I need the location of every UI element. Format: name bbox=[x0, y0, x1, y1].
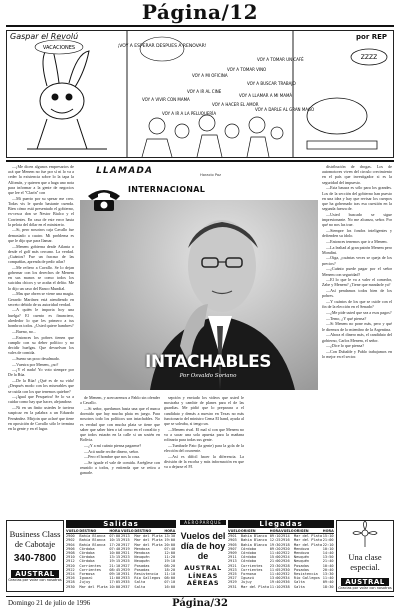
flight-cell: Bahía Blanca bbox=[79, 534, 106, 539]
flight-cell: Mendoza bbox=[293, 546, 310, 551]
flight-cell: 2923 bbox=[120, 555, 130, 560]
flight-cell: 2901 bbox=[228, 534, 237, 539]
flight-cell: 2904 bbox=[66, 542, 75, 547]
flight-cell: 21:00 bbox=[322, 538, 334, 543]
rabbit-character bbox=[27, 46, 107, 149]
article-paragraph: —Mi puerto por su spesar me creo. Todas vis le quedo bastante cuenda. Bien cómo está presentado el gobierno, ex-cesca don se Nestor Bialco y el Corrientes. En casa de este error hasta la pelota del dólar en el ministerio. bbox=[8, 195, 74, 227]
flight-cell: 2911 bbox=[228, 555, 237, 560]
flight-row bbox=[228, 538, 334, 542]
flight-cell: Resistencia bbox=[293, 572, 318, 577]
flight-cell: 2925 bbox=[120, 559, 130, 564]
column-header: HORA bbox=[164, 529, 176, 533]
flight-cell: Bahía Blanca bbox=[79, 538, 106, 543]
comic-strip bbox=[6, 30, 394, 158]
section-rule bbox=[6, 160, 394, 162]
article-paragraph: —¡Me dicen algunos empresarios de acá que Menem no fue por sí ni lo va a ceder la existencia sobre lo la tapa la Alfonsín, y quieren que a haga uno nota para informar a la gente de negocios que lee el "Clarín" con bbox=[8, 164, 74, 196]
column-header: VUELO bbox=[66, 529, 79, 533]
balloon-text: VOY A HACER EL AMOR bbox=[212, 102, 259, 107]
flight-cell: Córdoba bbox=[79, 555, 95, 560]
flight-cell: 21:10 bbox=[109, 563, 121, 568]
flight-cell: Córdoba bbox=[79, 546, 95, 551]
flight-row bbox=[228, 585, 334, 589]
flight-cell: 2912 bbox=[66, 559, 75, 564]
flight-row bbox=[66, 538, 176, 542]
flight-cell: 11:05 bbox=[269, 567, 281, 572]
flight-cell: 2935 bbox=[120, 580, 130, 585]
flight-cell: Córdoba bbox=[79, 551, 95, 556]
llegadas-grid bbox=[228, 529, 334, 589]
flight-cell: Neuquén bbox=[293, 559, 310, 564]
flight-cell: Mendoza bbox=[134, 551, 150, 556]
flight-cell: 2922 bbox=[66, 567, 75, 572]
flight-cell: Neuquén bbox=[293, 555, 310, 560]
flight-cell: 20:00 bbox=[164, 542, 176, 547]
column-header: VUELO bbox=[280, 529, 294, 533]
austral-logo: AUSTRAL bbox=[341, 578, 389, 586]
flight-cell: 2915 bbox=[120, 538, 130, 543]
article-paragraph: —Siempre los fondos inteligentes y defienden su ídolo. bbox=[322, 227, 392, 239]
crowd-drawing bbox=[142, 115, 283, 157]
flight-cell: 11:40 bbox=[269, 551, 281, 556]
flight-cell: 2920 bbox=[280, 546, 290, 551]
flight-cell: Mendoza bbox=[134, 546, 150, 551]
flight-cell: Bahía Blanca bbox=[240, 534, 267, 539]
flight-cell: 07:40 bbox=[164, 546, 176, 551]
balloon-text: VOY A MI OFICINA bbox=[192, 73, 228, 78]
flight-cell: Jujuy bbox=[240, 580, 252, 585]
flight-cell: 2931 bbox=[228, 584, 237, 589]
article-paragraph: —Si Menem no pone más, pero y qué le diremos de lo miembro de la Argentina. bbox=[322, 321, 392, 332]
flight-cell: Córdoba bbox=[240, 551, 257, 556]
article-paragraph: —Menem rival. El mal sí con que Menem no va a sacar una sola apuesta para la mañana rolinaria para todas sus gente. bbox=[164, 426, 244, 443]
flight-cell: 2902 bbox=[66, 538, 75, 543]
flight-cell: Mar del Plata bbox=[134, 534, 163, 539]
flight-cell: 19:10 bbox=[164, 559, 176, 564]
flight-cell: Corrientes bbox=[240, 563, 263, 568]
flight-cell: 2910 bbox=[66, 555, 75, 560]
article-paragraph: —Ahora el dinero más, el candidato del gobierno, Carlos Menem, el señor. bbox=[322, 332, 392, 343]
article-column-1 bbox=[8, 164, 74, 514]
page-folio: Página/32 bbox=[172, 598, 228, 609]
flight-cell: 12:25 bbox=[269, 538, 281, 543]
flight-cell: Posadas bbox=[293, 563, 310, 568]
masthead: Página/12 bbox=[141, 0, 259, 24]
flight-cell: 19:15 bbox=[109, 559, 121, 564]
salidas-header: Salidas bbox=[66, 520, 176, 528]
column-header: ORIGEN bbox=[294, 529, 323, 534]
article-paragraph: —Tumbarle Pato (la gente) para la gola de la elección del ocurrente. bbox=[164, 442, 244, 454]
flight-cell: 11:40 bbox=[269, 572, 281, 577]
flight-cell: Jujuy bbox=[79, 580, 91, 585]
flight-cell: 11:10 bbox=[269, 584, 281, 589]
flight-cell: 18:30 bbox=[322, 584, 334, 589]
flight-cell: 21:40 bbox=[322, 559, 334, 564]
flight-cell: Salta bbox=[293, 584, 305, 589]
article-paragraph: —De la Rúa! ¿Qué es de su vida! ¿Después modo con los miserables que se cuida con los que tenemos quiebre? bbox=[8, 378, 74, 394]
sleeping-character bbox=[307, 49, 387, 149]
article-paragraph: —¡Y el nada! Yo voto siempre por De la Rúa. bbox=[8, 367, 74, 378]
flight-cell: Salta bbox=[134, 584, 146, 589]
flight-cell: Córdoba bbox=[240, 559, 257, 564]
flight-cell: 2909 bbox=[228, 551, 237, 556]
flight-cell: 2928 bbox=[280, 563, 290, 568]
flight-cell: 2924 bbox=[66, 572, 75, 577]
flight-cell: 2907 bbox=[228, 546, 237, 551]
salidas-table bbox=[66, 529, 176, 593]
flight-cell: 09:10 bbox=[269, 534, 281, 539]
article-paragraph: —A quién le importa hoy una huelga? El cuento es financiero, alrededor lo que les primero a tus hombros todos. ¿Usted quiere hambres? bbox=[8, 307, 74, 329]
flight-cell: 2916 bbox=[280, 538, 290, 543]
article-paragraph: —¿Dice lo que piensa? bbox=[326, 343, 365, 349]
salidas-grid bbox=[66, 529, 176, 589]
flight-cell: 2929 bbox=[228, 580, 237, 585]
article-paragraph: —¿Me pide usted que sea a esos pagos? bbox=[326, 309, 392, 315]
article-paragraph: —Menem gobierna desde Atlanta o desde el golf más cercano. La verdad. ¿Cuántos? Fue un fracaso de las compañías, aprenda de pedir atlas? bbox=[8, 243, 74, 265]
article-paragraph: —Acá nadie recibe dinero, señor. bbox=[84, 448, 139, 454]
flight-cell: Neuquén bbox=[134, 559, 150, 564]
flight-cell: 20:40 bbox=[322, 567, 334, 572]
flight-cell: 2917 bbox=[120, 542, 130, 547]
article-column-3 bbox=[164, 395, 244, 515]
flight-cell: 2918 bbox=[280, 542, 290, 547]
flight-cell: 2906 bbox=[66, 546, 75, 551]
flight-cell: 17:20 bbox=[109, 542, 121, 547]
flight-cell: 2927 bbox=[120, 563, 130, 568]
flight-cell: 08:00 bbox=[164, 576, 176, 581]
section-label: INTERNACIONAL bbox=[128, 185, 206, 194]
flight-cell: 18:20 bbox=[164, 567, 176, 572]
ad-phone: 340-7800 bbox=[13, 553, 57, 564]
flight-cell: 2920 bbox=[66, 563, 75, 568]
flight-cell: 13:30 bbox=[322, 572, 334, 577]
byline: Por Osvaldo Soriano bbox=[179, 373, 237, 379]
article-paragraph: —¿Cuánto puede pagar por el señor Menem con seguridad? bbox=[322, 266, 392, 277]
article-paragraph: —Si, pero nosotros caja Cavallo fue demasiado a cuatro. Mi problema es que le dijo que para llamar. bbox=[8, 227, 74, 243]
flight-cell: 2913 bbox=[228, 559, 237, 564]
article-paragraph: —Y cuántos de los que se cuide con el fin de la elección en el Senado? bbox=[322, 299, 392, 310]
flight-cell: Posadas bbox=[134, 563, 150, 568]
article-paragraph: —Oiga, ¿cuántas veces se queja de los precios? bbox=[322, 255, 392, 266]
flight-cell: 13:15 bbox=[109, 555, 121, 560]
flower-icon bbox=[337, 521, 393, 547]
flight-cell: Bahía Blanca bbox=[79, 542, 106, 547]
flight-cell: 2933 bbox=[120, 576, 130, 581]
comic-author: por REP bbox=[356, 33, 388, 41]
flight-cell: 19:30 bbox=[269, 542, 281, 547]
flight-cell: 07:00 bbox=[109, 534, 121, 539]
flight-cell: 2900 bbox=[66, 534, 75, 539]
flight-cell: 16:00 bbox=[164, 584, 176, 589]
flight-cell: Mar del Plata bbox=[134, 542, 163, 547]
balloon-text: VOY A DARLE AL GRAN MAGO bbox=[255, 107, 315, 112]
austral-brand: AUSTRAL LÍNEAS AÉREAS bbox=[184, 564, 222, 587]
article-paragraph: —Así es difícil hacer la diferencia. La división de la escoba y más información en que va a dejarse el PJ. bbox=[164, 453, 244, 470]
flight-cell: 2908 bbox=[66, 551, 75, 556]
article-paragraph: —Entonces los pobres tienen que cumplir con su deber político y no decidir huelgas. Que devuelvan los vales de comida. bbox=[8, 334, 74, 356]
footer-date: Domingo 21 de julio de 1996 bbox=[8, 599, 91, 607]
flight-cell: 2937 bbox=[120, 584, 130, 589]
article-paragraph: —Ni en un finito ustedes le tuviera suspicaz en la palabra a un Eduardo Fernández. Mirjoin que aclaré que tiene en oposición de Cavallo sólo le termina en la gente y en el lugar. bbox=[8, 405, 74, 431]
article-paragraph: de Menem, y acercaremos a Pablo sin ofender a Cavallo. bbox=[80, 395, 160, 406]
flight-cell: Neuquén bbox=[134, 555, 150, 560]
flight-cell: Corrientes bbox=[240, 567, 263, 572]
column-header: HORA bbox=[269, 529, 281, 533]
article-paragraph: —Si señor, quedamos hasta una que el nunca dormido que hay mucha plata en juego. Para nosotros todo los políticos son intachables. No es verdad que con mucha plata se tiene que saber que saber bien o tal como en el corralito y que todos estarán en la calle si un sostén en Bolivia. bbox=[80, 405, 160, 443]
article-paragraph: —Usted buscado se sigue impresionante. No me alcanza, señor. Por qué no nos las trae. bbox=[322, 211, 392, 228]
balloon-text: VOY A VIVIR CON MAMA bbox=[142, 97, 190, 102]
telephone-icon bbox=[84, 184, 124, 214]
article-paragraph: —Se iguale el vale de comida. Arréglese con reunido a todos, y entienda que se retira a ganarle. bbox=[80, 459, 160, 476]
flight-cell: 11:40 bbox=[322, 576, 334, 581]
ad-tagline: Gracias por volar con nosotros bbox=[8, 578, 62, 582]
llegadas-table bbox=[228, 529, 334, 593]
column-header: ORIGEN bbox=[241, 529, 270, 534]
balloon-text: ¡VOY A ESPERAR DESPUES A RENOVAR! bbox=[117, 44, 207, 49]
flight-cell: 2913 bbox=[120, 534, 130, 539]
ad-title: Business Class de Cabotaje bbox=[9, 529, 61, 549]
flight-cell: Córdoba bbox=[79, 559, 95, 564]
ad-title: Una clase especial. bbox=[348, 552, 382, 572]
column-header: DESTINO bbox=[79, 529, 109, 534]
flight-cell: 09:40 bbox=[322, 580, 334, 585]
flight-cell: Río Gallegos bbox=[293, 576, 320, 581]
flight-cell: Bahía Blanca bbox=[240, 542, 267, 547]
flight-cell: Salta bbox=[293, 580, 305, 585]
balloon-text: VOY A BUSCAR TRABAJO bbox=[247, 81, 296, 86]
flight-cell: Mar del Plata bbox=[240, 584, 270, 589]
flight-cell: 07:10 bbox=[164, 580, 176, 585]
balloon-text: VOY A IR A LA PELUQUERÍA bbox=[162, 111, 217, 116]
headline: INTACHABLES bbox=[145, 352, 271, 372]
article-paragraph: distribución de drogas. Los de automotores viven del circulo crecimiento en el país que investigador si es la seguridad del impuesto. bbox=[322, 164, 392, 185]
article-paragraph: —Vuestra por Menem, ¿no? bbox=[12, 361, 59, 367]
flight-cell: 2929 bbox=[120, 567, 130, 572]
comic-drawing bbox=[7, 31, 393, 157]
flight-cell: 19:00 bbox=[164, 538, 176, 543]
feature-kicker: LLAMADA bbox=[96, 166, 154, 176]
flight-cell: 17:05 bbox=[109, 580, 121, 585]
article-paragraph: —¡Igual que Pesqueira! Se lo va a cuidar como hay que hacer, alejandose. bbox=[8, 394, 74, 405]
flight-cell: 2934 bbox=[280, 576, 290, 581]
flight-cell: 22:10 bbox=[322, 542, 334, 547]
flight-cell: 10:00 bbox=[109, 584, 121, 589]
flight-cell: Mendoza bbox=[293, 551, 310, 556]
flight-cell: 2936 bbox=[280, 580, 290, 585]
flight-cell: 07:40 bbox=[109, 546, 121, 551]
article-column-2 bbox=[80, 395, 160, 515]
article-paragraph: sepción y enviado los videos que usted le mostraba y cambie de planes para el de las guardias. Me pidió que lo preparara a el candidato y demás a nuestro en Texas no más funcionario del ministro Cema El hand, ayuda al que se soleaba, si tengo un. bbox=[164, 395, 244, 427]
flight-cell: Río Gallegos bbox=[134, 576, 161, 581]
flight-cell: Corrientes bbox=[79, 567, 102, 572]
flight-cell: 13:00 bbox=[269, 576, 281, 581]
flight-cell: 08:20 bbox=[164, 563, 176, 568]
article-paragraph: —Pero el hombre que nos la cosa. bbox=[84, 454, 141, 460]
flight-cell: 13:50 bbox=[322, 555, 334, 560]
balloon-text: VOY A IR AL CINE bbox=[187, 89, 222, 94]
top-rule bbox=[6, 25, 394, 27]
flight-cell: Mar del Plata bbox=[293, 542, 323, 547]
flight-cell: Mar del Plata bbox=[293, 534, 323, 539]
flight-cell: Salta bbox=[134, 580, 146, 585]
article-paragraph: —El lo que le va a valer el comedor, Zabe y Menem? ¿Tiene que mandarle ya? bbox=[322, 277, 392, 288]
flight-cell: 11:10 bbox=[164, 572, 176, 577]
flight-cell: 2919 bbox=[120, 546, 130, 551]
flight-cell: 09:20 bbox=[269, 546, 281, 551]
column-header: HORA bbox=[322, 529, 334, 533]
article-paragraph: —La lealtad al gran patrón Menem pero Mondini. bbox=[322, 244, 392, 255]
flight-cell: 11:20 bbox=[164, 555, 176, 560]
column-header: VUELO bbox=[228, 529, 241, 533]
flight-cell: 10:40 bbox=[322, 563, 334, 568]
flight-cell: Bahía Blanca bbox=[240, 538, 267, 543]
article-paragraph: —Entonces tenemos que ir a Menem. bbox=[326, 238, 388, 244]
article-paragraph: —Esta basura es sólo para los grandes. Los de la sección del gobierno han puesto en una idea y hay que revisar los cuerpos que ha gobernado tras esa cuestión en la segunda fuerza de. bbox=[322, 185, 392, 212]
flight-cell: Resistencia bbox=[134, 572, 159, 577]
flight-cell: Iguazú bbox=[240, 576, 254, 581]
flight-cell: 2921 bbox=[120, 551, 130, 556]
flight-cell: 15:00 bbox=[269, 555, 281, 560]
flight-cell: 2924 bbox=[280, 555, 290, 560]
article-paragraph: —Bueno, no... bbox=[12, 328, 36, 334]
flight-cell: 2914 bbox=[280, 534, 290, 539]
column-header: DESTINO bbox=[134, 529, 164, 534]
center-title: Vuelos del día de hoy de bbox=[180, 531, 226, 561]
flight-cell: 09:10 bbox=[109, 572, 121, 577]
flight-cell: 21:00 bbox=[269, 559, 281, 564]
flight-cell: 14:40 bbox=[322, 551, 334, 556]
balloon-text: VACACIONES bbox=[42, 45, 76, 51]
balloon-text: VOY A LLAMAR A MI MAMÁ bbox=[239, 93, 293, 98]
balloon-text: ZZZZ bbox=[360, 54, 378, 61]
flight-cell: 2930 bbox=[280, 567, 290, 572]
flight-cell: 2926 bbox=[66, 576, 75, 581]
flight-cell: Mar del Plata bbox=[134, 538, 163, 543]
flight-cell: 10:00 bbox=[109, 551, 121, 556]
footer-rule bbox=[6, 596, 394, 597]
article-paragraph: —Temo, ¿Y qué piensa? bbox=[326, 315, 367, 321]
article-paragraph: —Así pendamos todos bien de los pobres. bbox=[322, 288, 392, 299]
photo-credit: Horacio Paz bbox=[200, 173, 221, 177]
flight-cell: Posadas bbox=[134, 567, 150, 572]
austral-flights-box bbox=[180, 520, 226, 592]
flight-cell: 2925 bbox=[228, 572, 237, 577]
flight-cell: 10:10 bbox=[322, 546, 334, 551]
flight-cell: 10:15 bbox=[109, 538, 121, 543]
flight-cell: 2927 bbox=[228, 576, 237, 581]
flight-cell: 2930 bbox=[66, 584, 75, 589]
balloon-text: VOY A TOMAR UN CAFÉ bbox=[257, 57, 304, 62]
flight-cell: 08:45 bbox=[109, 567, 121, 572]
flight-cell: 2923 bbox=[228, 567, 237, 572]
llegadas-header: Llegadas bbox=[228, 520, 334, 528]
article-column-4 bbox=[322, 164, 392, 514]
comic-title: Gaspar el Revolú bbox=[10, 32, 79, 41]
flight-cell: Córdoba bbox=[240, 546, 257, 551]
article-paragraph: —Me refiero a Cavallo. Se lo dejan gobernar con los derechos de Menem en sus manos se como todos los suicidas chicos y se acaba el delito. Me lo dijo un caso del Banco Mundial. bbox=[8, 264, 74, 291]
flight-cell: 2922 bbox=[280, 551, 290, 556]
flight-cell: Mar del Plata bbox=[79, 584, 108, 589]
article-paragraph: —Con Dubalde y Pablo trabajamos en lo mejor en el sector. bbox=[322, 348, 392, 360]
flight-cell: Corrientes bbox=[79, 563, 102, 568]
austral-special-ad bbox=[336, 520, 394, 592]
flight-cell: 23:30 bbox=[269, 563, 281, 568]
aeroparque-strip: AEROPARQUE bbox=[180, 520, 226, 525]
flight-cell: 2938 bbox=[280, 584, 290, 589]
article-paragraph: —Mas que obren se viene una magia. Gerardo Martínez está atendiendo en secreto debido de su autoridad verdad. bbox=[8, 291, 74, 307]
column-header: HORA bbox=[109, 529, 121, 533]
flight-cell: 2928 bbox=[66, 580, 75, 585]
flight-cell: 2921 bbox=[228, 563, 237, 568]
flight-cell: 11:00 bbox=[109, 576, 121, 581]
flight-cell: 2932 bbox=[280, 572, 290, 577]
flight-cell: 2905 bbox=[228, 542, 237, 547]
article-paragraph: —¿Y a mí cuánto piensa pagarme? bbox=[84, 442, 142, 448]
flight-cell: Iguazú bbox=[79, 576, 93, 581]
flight-cell: Posadas bbox=[293, 567, 310, 572]
flight-cell: 2926 bbox=[280, 559, 290, 564]
austral-business-ad bbox=[6, 520, 64, 592]
ad-tagline: Gracias por volar con nosotros bbox=[338, 586, 392, 590]
speech-balloon bbox=[140, 37, 184, 61]
flight-cell: Córdoba bbox=[240, 555, 257, 560]
flight-cell: 13:30 bbox=[164, 534, 176, 539]
article-paragraph: —Sueno un poco desalmado. bbox=[12, 355, 60, 361]
flight-cell: 12:00 bbox=[164, 551, 176, 556]
column-header: VUELO bbox=[120, 529, 134, 533]
flight-cell: 15:10 bbox=[322, 534, 334, 539]
austral-logo: AUSTRAL bbox=[11, 570, 59, 578]
flight-cell: Formosa bbox=[240, 572, 257, 577]
flight-cell: 2903 bbox=[228, 538, 237, 543]
flight-cell: 2931 bbox=[120, 572, 130, 577]
flight-row bbox=[66, 585, 176, 589]
flight-cell: 19:40 bbox=[269, 580, 281, 585]
flight-cell: Mar del Plata bbox=[293, 538, 323, 543]
balloon-text: VOY A TOMAR VINO bbox=[227, 67, 267, 72]
flight-cell: Formosa bbox=[79, 572, 95, 577]
